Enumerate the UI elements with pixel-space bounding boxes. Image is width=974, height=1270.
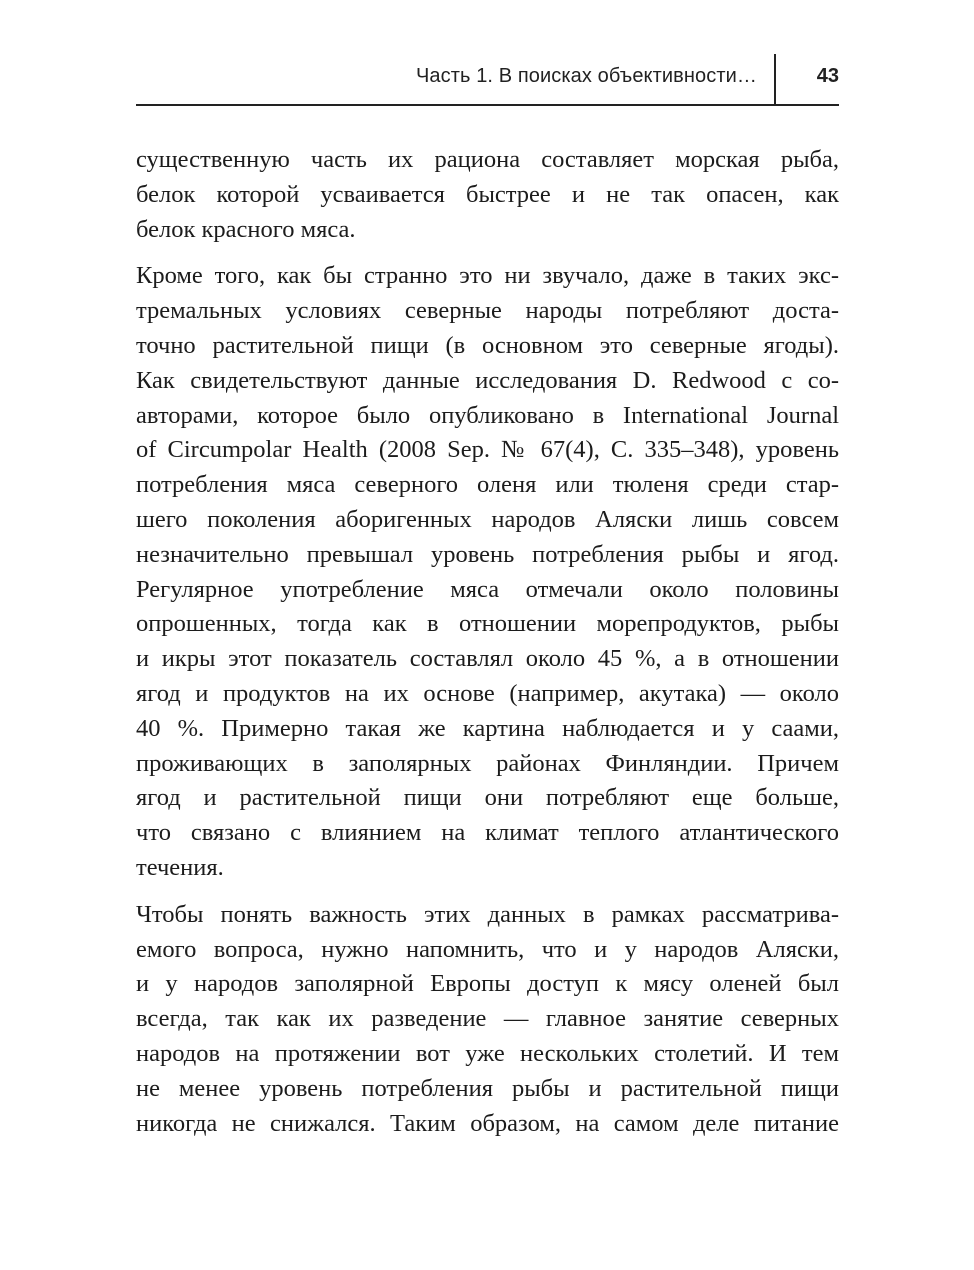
section-title: Часть 1. В поисках объективности… — [416, 65, 757, 87]
text-line: незначительно превышал уровень потребления рыбы и ягод. — [136, 540, 839, 568]
text-line: авторами, которое было опубликовано в International Journal — [136, 401, 839, 429]
text-line: проживающих в заполярных районах Финляндии. Причем — [136, 749, 839, 777]
header-rule — [136, 104, 839, 106]
page-number: 43 — [816, 65, 839, 87]
text-line: и икры этот показатель составлял около 45 %, а в отношении — [136, 645, 839, 673]
text-line: емого вопроса, нужно напомнить, что и у народов Аляски, — [136, 935, 839, 963]
body-text — [136, 143, 839, 1153]
paragraph-2 — [136, 259, 839, 885]
text-line: течения. — [136, 853, 224, 881]
paragraph-1 — [136, 143, 839, 247]
text-line: Регулярное употребление мяса отмечали около половины — [136, 575, 839, 603]
running-header — [136, 54, 839, 106]
header-divider — [774, 54, 776, 104]
text-line: шего поколения аборигенных народов Аляски лишь совсем — [136, 505, 839, 533]
text-line: народов на протяжении вот уже нескольких столетий. И тем — [136, 1039, 839, 1067]
text-line: Как свидетельствуют данные исследования D. Redwood с со- — [136, 366, 839, 394]
text-line: тремальных условиях северные народы потребляют доста- — [136, 297, 839, 325]
text-line: и у народов заполярной Европы доступ к мясу оленей был — [136, 970, 839, 998]
text-line: белок красного мяса. — [136, 215, 356, 243]
paragraph-3 — [136, 898, 839, 1142]
text-line: Кроме того, как бы странно это ни звучало, даже в таких экс- — [136, 262, 839, 290]
text-line: ягод и растительной пищи они потребляют еще больше, — [136, 784, 839, 812]
text-line: ягод и продуктов на их основе (например, акутака) — около — [136, 679, 839, 707]
text-line: что связано с влиянием на климат теплого атлантического — [136, 819, 839, 847]
text-line: существенную часть их рациона составляет морская рыба, — [136, 146, 839, 173]
text-line: белок которой усваивается быстрее и не так опасен, как — [136, 180, 839, 208]
text-line: никогда не снижался. Таким образом, на самом деле питание — [136, 1109, 839, 1137]
text-line: потребления мяса северного оленя или тюленя среди стар- — [136, 471, 839, 499]
text-line: опрошенных, тогда как в отношении морепродуктов, рыбы — [136, 610, 839, 638]
text-line: не менее уровень потребления рыбы и растительной пищи — [136, 1074, 839, 1102]
text-line: всегда, так как их разведение — главное занятие северных — [136, 1005, 839, 1033]
text-line: 40 %. Примерно такая же картина наблюдается и у саами, — [136, 714, 839, 742]
text-line: of Circumpolar Health (2008 Sep. № 67(4), С. 335–348), уровень — [136, 436, 839, 464]
text-line: точно растительной пищи (в основном это северные ягоды). — [136, 331, 839, 359]
text-line: Чтобы понять важность этих данных в рамках рассматрива- — [136, 900, 839, 928]
